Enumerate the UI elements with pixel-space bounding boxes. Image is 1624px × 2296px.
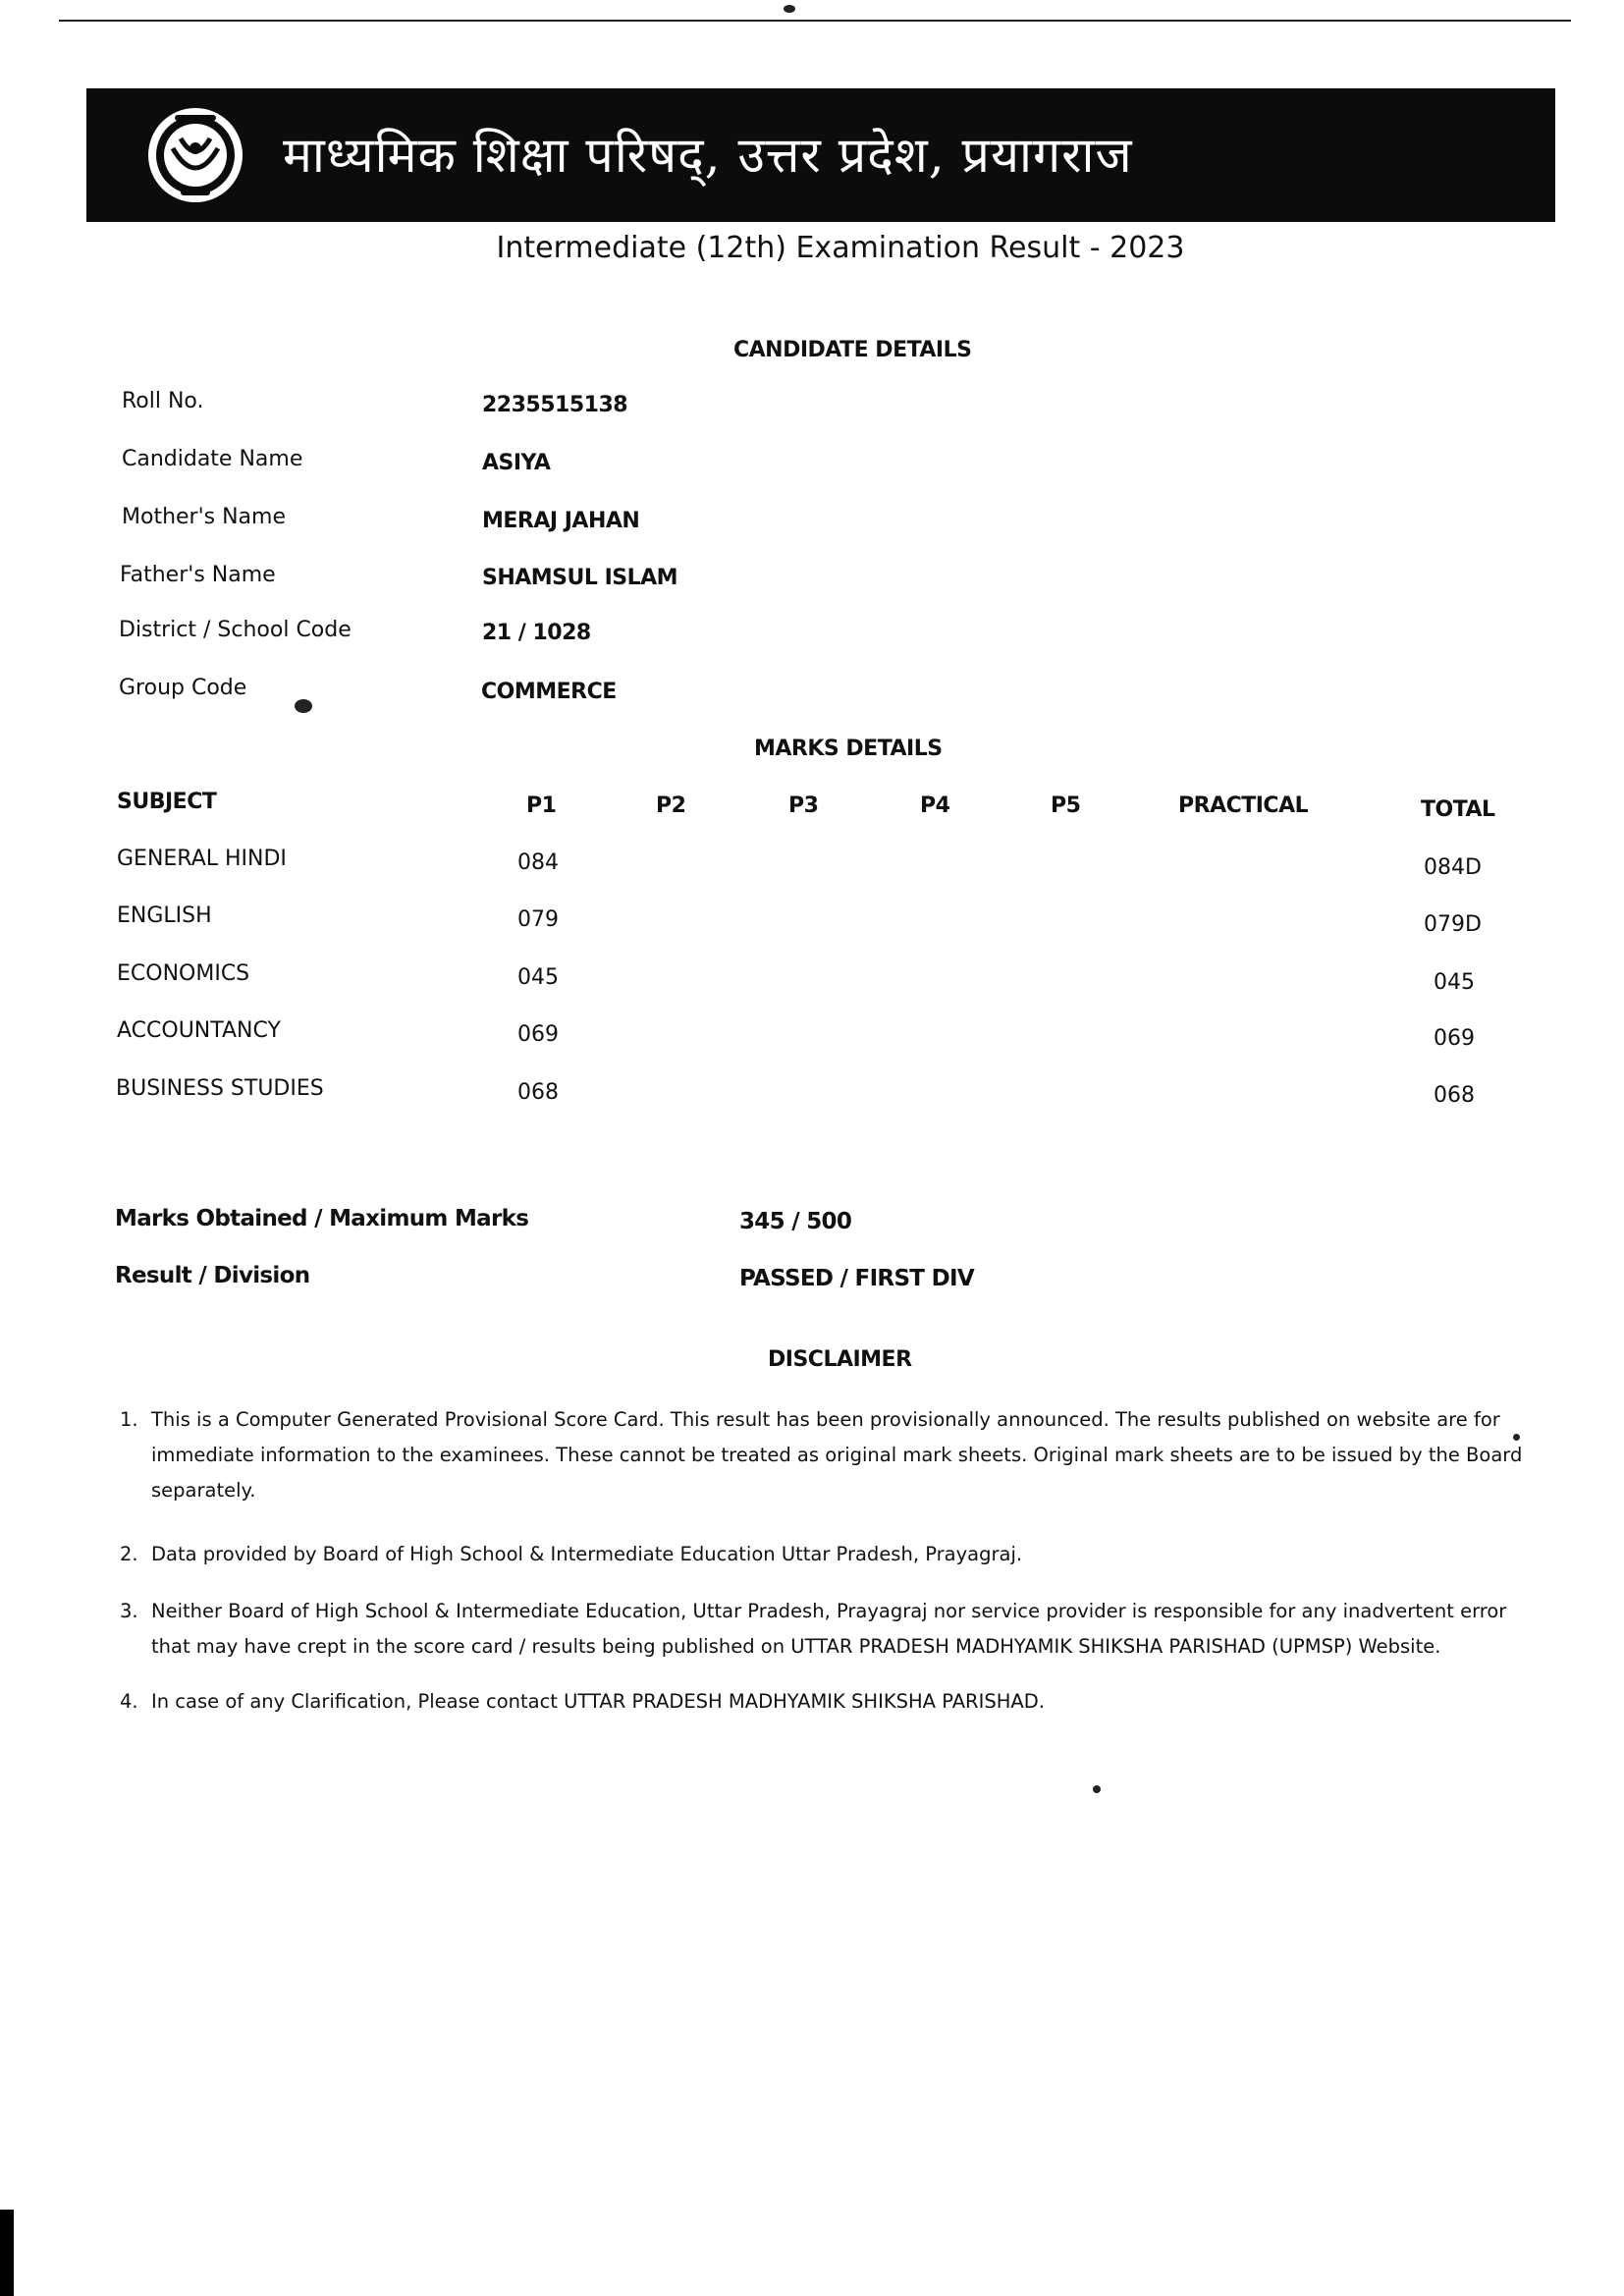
disclaimer-item xyxy=(120,1537,1545,1576)
scan-line-top xyxy=(59,20,1571,22)
board-emblem-icon xyxy=(145,105,245,205)
marks-details-title: MARKS DETAILS xyxy=(754,737,943,761)
disclaimer-item-text: Data provided by Board of High School & Intermediate Education Uttar Pradesh, Prayagraj. xyxy=(151,1543,1023,1565)
total-cell: 069 xyxy=(1434,1026,1475,1051)
disclaimer-item-text: Neither Board of High School & Intermediate Education, Uttar Pradesh, Prayagraj nor service provider is responsible for any inadvertent error that may have crept in the score card / results being published on UTTAR PRADESH MADHYAMIK SHIKSHA PARISHAD (UPMSP) Website. xyxy=(151,1600,1507,1658)
father-name-label: Father's Name xyxy=(120,563,276,587)
scan-speck xyxy=(1093,1785,1101,1793)
scan-speck xyxy=(295,699,312,713)
candidate-name-value: ASIYA xyxy=(482,451,551,475)
p4-header: P4 xyxy=(920,793,950,818)
total-header: TOTAL xyxy=(1421,797,1495,822)
exam-title: Intermediate (12th) Examination Result - 2023 xyxy=(496,231,1185,265)
mother-name-value: MERAJ JAHAN xyxy=(482,509,640,533)
p1-cell: 045 xyxy=(517,965,559,990)
group-code-value: COMMERCE xyxy=(481,680,617,704)
p1-cell: 079 xyxy=(517,907,559,932)
mother-name-label: Mother's Name xyxy=(122,505,286,529)
marks-obtained-label: Marks Obtained / Maximum Marks xyxy=(115,1206,529,1231)
disclaimer-item-number: 4. xyxy=(120,1690,138,1713)
subject-header: SUBJECT xyxy=(117,790,217,814)
p1-cell: 084 xyxy=(517,850,559,875)
disclaimer-item-number: 2. xyxy=(120,1543,138,1565)
header-banner xyxy=(86,88,1555,222)
subject-cell: GENERAL HINDI xyxy=(117,847,287,871)
candidate-name-label: Candidate Name xyxy=(122,447,303,471)
disclaimer-item-number: 1. xyxy=(120,1408,138,1431)
father-name-value: SHAMSUL ISLAM xyxy=(482,566,678,590)
practical-header: PRACTICAL xyxy=(1178,793,1309,818)
scan-speck xyxy=(784,5,795,13)
result-division-value: PASSED / FIRST DIV xyxy=(739,1266,974,1291)
scan-edge-left xyxy=(0,2210,14,2296)
disclaimer-item xyxy=(120,1402,1545,1510)
total-cell: 045 xyxy=(1434,970,1475,995)
p1-cell: 069 xyxy=(517,1022,559,1047)
district-school-code-value: 21 / 1028 xyxy=(482,621,591,645)
disclaimer-item xyxy=(120,1594,1545,1668)
total-cell: 079D xyxy=(1424,912,1482,937)
p5-header: P5 xyxy=(1051,793,1081,818)
disclaimer-item-text: In case of any Clarification, Please contact UTTAR PRADESH MADHYAMIK SHIKSHA PARISHAD. xyxy=(151,1690,1045,1713)
p3-header: P3 xyxy=(788,793,819,818)
subject-cell: ENGLISH xyxy=(117,903,212,928)
subject-cell: ECONOMICS xyxy=(117,961,250,986)
disclaimer-item xyxy=(120,1684,1545,1723)
group-code-label: Group Code xyxy=(119,676,247,700)
candidate-details-title: CANDIDATE DETAILS xyxy=(733,338,972,362)
disclaimer-title: DISCLAIMER xyxy=(768,1347,912,1372)
subject-cell: BUSINESS STUDIES xyxy=(116,1076,324,1101)
result-division-label: Result / Division xyxy=(115,1263,310,1288)
p2-header: P2 xyxy=(656,793,686,818)
district-school-code-label: District / School Code xyxy=(119,618,352,642)
total-cell: 068 xyxy=(1434,1083,1475,1108)
p1-header: P1 xyxy=(526,793,557,818)
total-cell: 084D xyxy=(1424,855,1482,880)
subject-cell: ACCOUNTANCY xyxy=(117,1018,281,1043)
roll-no-label: Roll No. xyxy=(122,389,204,413)
disclaimer-item-number: 3. xyxy=(120,1600,138,1622)
roll-no-value: 2235515138 xyxy=(482,393,628,417)
marks-obtained-value: 345 / 500 xyxy=(739,1209,852,1234)
board-name: माध्यमिक शिक्षा परिषद्, उत्तर प्रदेश, प्रयागराज xyxy=(283,127,1133,184)
p1-cell: 068 xyxy=(517,1080,559,1105)
disclaimer-item-text: This is a Computer Generated Provisional Score Card. This result has been provisionally announced. The results published on website are for immediate information to the examinees. These cannot be treated as original mark sheets. Original mark sheets are to be issued by the Board separately. xyxy=(151,1408,1523,1502)
